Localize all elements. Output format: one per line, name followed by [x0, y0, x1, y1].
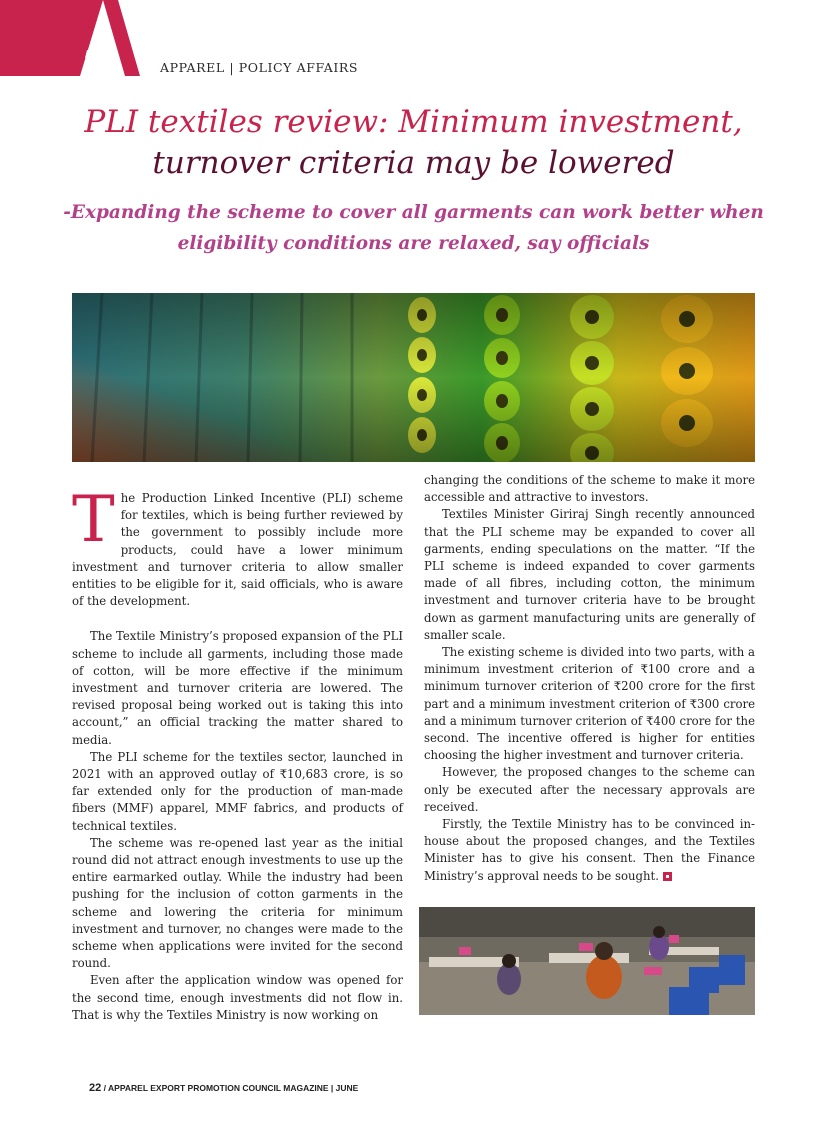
- publication-name: / APPAREL EXPORT PROMOTION COUNCIL MAGAZINE | JUNE: [103, 1083, 359, 1093]
- drop-cap: T: [72, 483, 115, 557]
- article-paragraph: The PLI scheme for the textiles sector, launched in 2021 with an approved outlay of ₹10,683 crore, is so far extended only for the production of man-made fibers (MMF) apparel, MMF fabrics, and products of technical textiles.: [72, 749, 403, 833]
- article-paragraph: changing the conditions of the scheme to make it more accessible and attractive to investors.: [424, 473, 755, 505]
- article-paragraph: he Production Linked Incentive (PLI) scheme for textiles, which is being further reviewed by the government to possibly include more products, could have a lower minimum investment and turnover criteria to allow smaller entities to be eligible for it, said officials, who is aware of the development.: [72, 491, 403, 609]
- article-column-left: [72, 483, 403, 1024]
- page-number: 22: [89, 1082, 102, 1094]
- article-paragraph: However, the proposed changes to the scheme can only be executed after the necessary approvals are received.: [424, 765, 755, 814]
- subheadline: -Expanding the scheme to cover all garments can work better when eligibility conditions are relaxed, say officials: [63, 202, 764, 254]
- article-paragraph: The existing scheme is divided into two parts, with a minimum investment criterion of ₹100 crore and a minimum turnover criterion of ₹200 crore for the first part and a minimum investment criterion of ₹300 crore and a minimum turnover criterion of ₹400 crore for the second. The incentive offered is higher for entities choosing the higher investment and turnover criteria.: [424, 645, 755, 763]
- headline-line-2: turnover criteria may be lowered: [152, 145, 675, 181]
- section-tag: APPAREL | POLICY AFFAIRS: [160, 60, 359, 75]
- article-column-right: [424, 472, 755, 885]
- headline: [60, 102, 767, 184]
- article-paragraph-text: Firstly, the Textile Ministry has to be convinced in-house about the proposed changes, and the Textiles Minister has to give his consent. Then the Finance Ministry’s approval needs to be sought.: [424, 817, 755, 883]
- article-paragraph: The Textile Ministry’s proposed expansion of the PLI scheme to include all garments, including those made of cotton, will be more effective if the minimum investment and turnover criteria are lowered. The revised proposal being worked out is taking this into account,” an official tracking the matter shared to media.: [72, 629, 403, 747]
- article-paragraph: Textiles Minister Giriraj Singh recently announced that the PLI scheme may be expanded to cover all garments, ending speculations on the matter. “If the PLI scheme is indeed expanded to cover garments made of all fibres, including cotton, the minimum investment and turnover criteria have to be brought down as garment manufacturing units are generally of smaller scale.: [424, 507, 755, 642]
- article-paragraph-last: [424, 816, 755, 885]
- headline-line-1: PLI textiles review: Minimum investment,: [84, 104, 743, 140]
- end-of-article-icon: [663, 872, 672, 881]
- article-paragraph: The scheme was re-opened last year as the initial round did not attract enough investments to use up the entire earmarked outlay. While the industry had been pushing for the inclusion of cotton garments in the scheme and lowering the criteria for minimum investment and turnover, no changes were made to the scheme when applications were invited for the second round.: [72, 835, 403, 971]
- section-logo: [0, 0, 150, 76]
- hero-image-thread-spools: [72, 293, 755, 462]
- garment-factory-photo: [419, 907, 755, 1015]
- article-paragraph: Even after the application window was opened for the second time, enough investments did not flow in. That is why the Textiles Ministry is now working on: [72, 973, 403, 1022]
- page-footer: [89, 1082, 358, 1094]
